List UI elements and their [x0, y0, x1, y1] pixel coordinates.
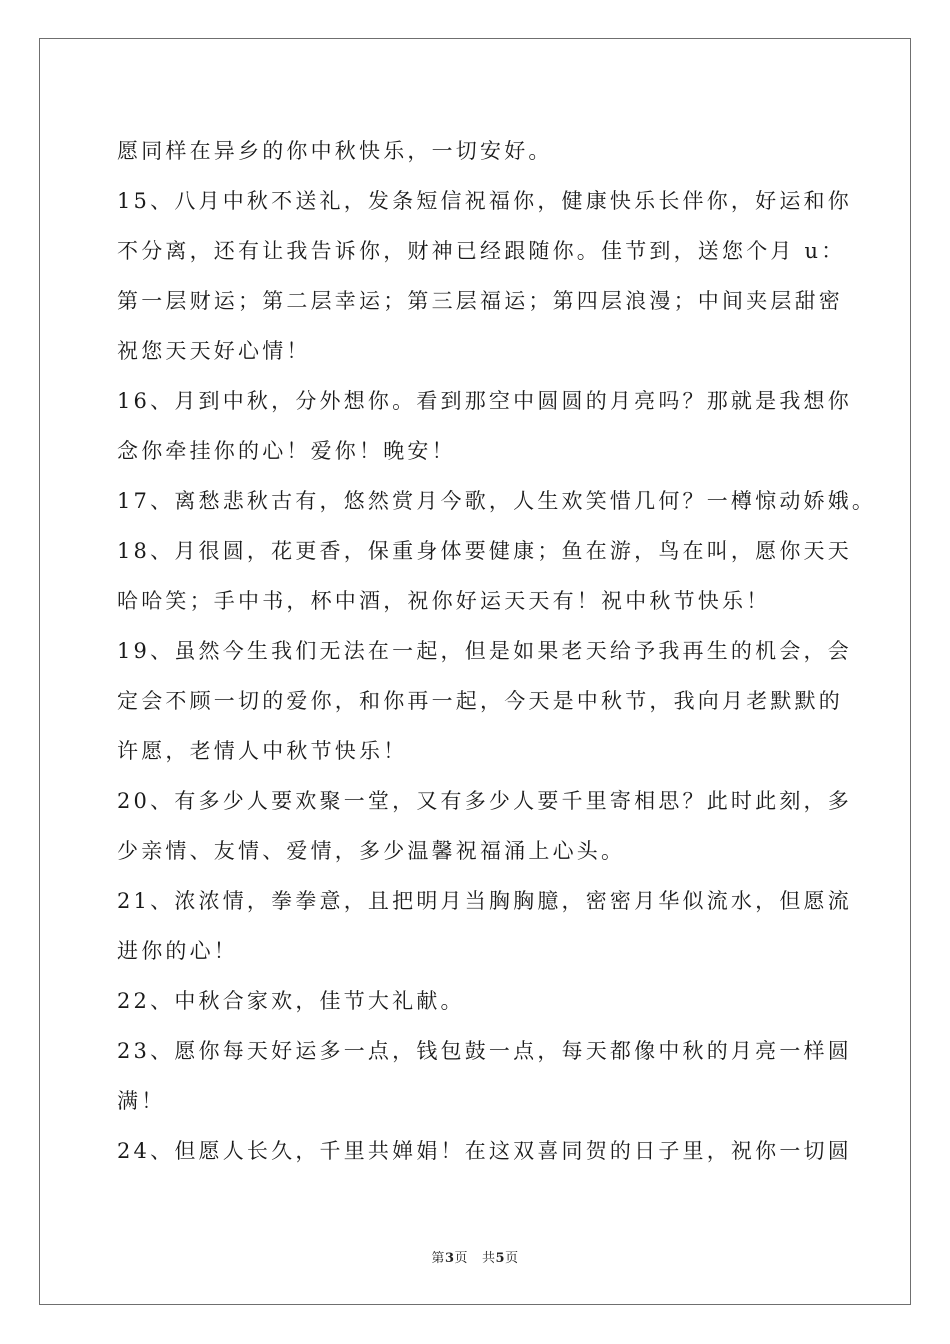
- text-line: 念你牵挂你的心！爱你！晚安！: [117, 439, 456, 463]
- text-line: 18、月很圆，花更香，保重身体要健康；鱼在游，鸟在叫，愿你天天: [117, 539, 852, 563]
- text-line: 哈哈笑；手中书，杯中酒，祝你好运天天有！祝中秋节快乐！: [117, 589, 771, 613]
- text-line: 23、愿你每天好运多一点，钱包鼓一点，每天都像中秋的月亮一样圆: [117, 1039, 852, 1063]
- text-line: 22、中秋合家欢，佳节大礼献。: [117, 989, 465, 1013]
- text-line: 祝您天天好心情！: [117, 339, 311, 363]
- text-line: 进你的心！: [117, 939, 238, 963]
- total-suffix: 页: [505, 1251, 519, 1266]
- text-line: 21、浓浓情，拳拳意，且把明月当胸胸臆，密密月华似流水，但愿流: [117, 889, 852, 913]
- total-prefix: 共: [482, 1251, 496, 1266]
- page-number: 3: [444, 1251, 455, 1266]
- text-line: 19、虽然今生我们无法在一起，但是如果老天给予我再生的机会，会: [117, 639, 852, 663]
- text-line: 第一层财运；第二层幸运；第三层福运；第四层浪漫；中间夹层甜密: [117, 289, 843, 313]
- text-line: 24、但愿人长久，千里共婵娟！在这双喜同贺的日子里，祝你一切圆: [117, 1139, 852, 1163]
- text-line: 17、离愁悲秋古有，悠然赏月今歌，人生欢笑惜几何？一樽惊动娇娥。: [117, 489, 877, 513]
- text-line: 满！: [117, 1089, 166, 1113]
- text-line: 少亲情、友情、爱情，多少温馨祝福涌上心头。: [117, 839, 626, 863]
- document-body: [117, 126, 877, 1176]
- text-line: 定会不顾一切的爱你，和你再一起，今天是中秋节，我向月老默默的: [117, 689, 843, 713]
- text-line: 愿同样在异乡的你中秋快乐，一切安好。: [117, 139, 553, 163]
- text-line: 20、有多少人要欢聚一堂，又有多少人要千里寄相思？此时此刻，多: [117, 789, 852, 813]
- page-prefix: 第: [431, 1251, 445, 1266]
- total-pages: 5: [495, 1251, 506, 1266]
- text-line: 16、月到中秋，分外想你。看到那空中圆圆的月亮吗？那就是我想你: [117, 389, 852, 413]
- page-footer: [0, 1247, 950, 1266]
- page-suffix: 页: [454, 1251, 468, 1266]
- text-line: 许愿，老情人中秋节快乐！: [117, 739, 408, 763]
- text-line: 不分离，还有让我告诉你，财神已经跟随你。佳节到，送您个月 u：: [117, 239, 846, 263]
- text-line: 15、八月中秋不送礼，发条短信祝福你，健康快乐长伴你，好运和你: [117, 189, 852, 213]
